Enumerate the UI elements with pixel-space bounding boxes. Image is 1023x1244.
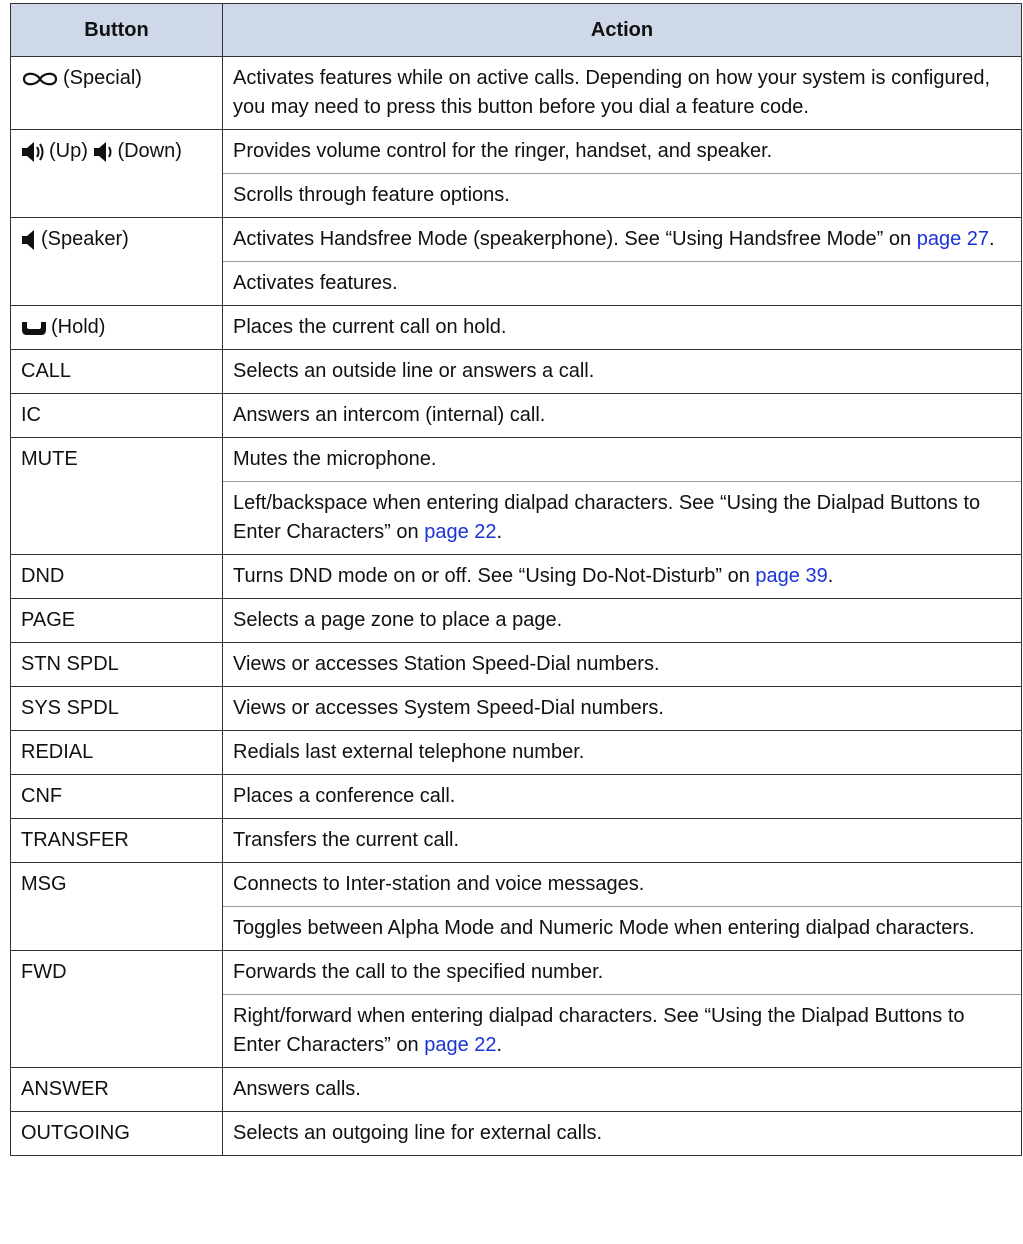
- action-cell: [223, 907, 1022, 951]
- table-row: [11, 599, 1022, 643]
- table-row: [11, 306, 1022, 350]
- action-cell: [223, 482, 1022, 555]
- action-cell: [223, 1112, 1022, 1156]
- action-cell: [223, 995, 1022, 1068]
- action-text: Scrolls through feature options.: [233, 184, 510, 206]
- button-cell: [11, 218, 223, 306]
- table-row: [11, 218, 1022, 262]
- button-column-header: Button: [11, 4, 223, 57]
- action-text: Activates features while on active calls. Depending on how your system is configured, you may need to press this button before you dial a feature code.: [233, 67, 991, 118]
- table-row: [11, 819, 1022, 863]
- button-label: (Speaker): [41, 228, 129, 250]
- action-cell: [223, 731, 1022, 775]
- action-text: Selects a page zone to place a page.: [233, 609, 563, 631]
- special-loop-icon: [21, 71, 59, 87]
- link-suffix: .: [496, 521, 503, 543]
- action-text: Connects to Inter-station and voice messages.: [233, 873, 645, 895]
- button-label: ANSWER: [21, 1078, 109, 1100]
- action-column-header: Action: [223, 4, 1022, 57]
- table-row: [11, 1112, 1022, 1156]
- button-label: MUTE: [21, 448, 78, 470]
- button-cell: [11, 350, 223, 394]
- button-label-down: (Down): [117, 140, 182, 162]
- table-row: [11, 57, 1022, 130]
- action-text: Toggles between Alpha Mode and Numeric Mode when entering dialpad characters.: [233, 917, 975, 939]
- button-label: (Special): [63, 67, 142, 89]
- button-cell: [11, 951, 223, 1068]
- action-text: Left/backspace when entering dialpad characters. See “Using the Dialpad Buttons to Enter Characters” on: [233, 492, 981, 543]
- volume-up-icon: [21, 141, 45, 163]
- button-cell: [11, 1068, 223, 1112]
- action-cell: [223, 1068, 1022, 1112]
- action-text: Activates Handsfree Mode (speakerphone). See “Using Handsfree Mode” on: [233, 228, 917, 250]
- page-link[interactable]: page 22: [424, 521, 497, 543]
- button-label: (Hold): [51, 316, 106, 338]
- button-label: REDIAL: [21, 741, 94, 763]
- link-suffix: .: [496, 1034, 503, 1056]
- page-link[interactable]: page 22: [424, 1034, 497, 1056]
- action-cell: [223, 218, 1022, 262]
- button-cell: [11, 599, 223, 643]
- button-cell: [11, 775, 223, 819]
- action-cell: [223, 130, 1022, 174]
- button-label: STN SPDL: [21, 653, 119, 675]
- speaker-icon: [21, 229, 37, 251]
- table-row: [11, 130, 1022, 174]
- action-text: Places the current call on hold.: [233, 316, 507, 338]
- button-label: IC: [21, 404, 41, 426]
- link-suffix: .: [827, 565, 834, 587]
- button-action-table: [10, 3, 1022, 1156]
- action-text: Redials last external telephone number.: [233, 741, 585, 763]
- button-label: TRANSFER: [21, 829, 129, 851]
- action-text: Forwards the call to the specified number.: [233, 961, 604, 983]
- button-cell: [11, 1112, 223, 1156]
- button-label: CALL: [21, 360, 72, 382]
- table-row: [11, 438, 1022, 482]
- button-cell: [11, 57, 223, 130]
- table-row: [11, 731, 1022, 775]
- action-cell: [223, 438, 1022, 482]
- action-cell: [223, 687, 1022, 731]
- action-cell: [223, 643, 1022, 687]
- action-cell: [223, 262, 1022, 306]
- button-cell: [11, 306, 223, 350]
- action-cell: [223, 951, 1022, 995]
- hold-icon: [21, 319, 47, 337]
- page-link[interactable]: page 39: [755, 565, 828, 587]
- button-cell: [11, 687, 223, 731]
- table-row: [11, 775, 1022, 819]
- button-label: MSG: [21, 873, 67, 895]
- action-cell: [223, 350, 1022, 394]
- button-cell: [11, 394, 223, 438]
- action-text: Views or accesses Station Speed-Dial numbers.: [233, 653, 660, 675]
- button-label: SYS SPDL: [21, 697, 119, 719]
- action-text: Turns DND mode on or off. See “Using Do-Not-Disturb” on: [233, 565, 756, 587]
- action-text: Answers calls.: [233, 1078, 361, 1100]
- action-cell: [223, 819, 1022, 863]
- table-row: [11, 350, 1022, 394]
- button-cell: [11, 819, 223, 863]
- button-cell: [11, 438, 223, 555]
- action-cell: [223, 599, 1022, 643]
- page-link[interactable]: page 27: [916, 228, 989, 250]
- button-label-up: (Up): [49, 140, 88, 162]
- table-header-row: [11, 4, 1022, 57]
- action-cell: [223, 306, 1022, 350]
- button-cell: [11, 643, 223, 687]
- link-suffix: .: [989, 228, 995, 250]
- action-text: Views or accesses System Speed-Dial numbers.: [233, 697, 664, 719]
- action-text: Mutes the microphone.: [233, 448, 437, 470]
- table-row: [11, 1068, 1022, 1112]
- action-text: Selects an outside line or answers a call.: [233, 360, 595, 382]
- action-text: Provides volume control for the ringer, handset, and speaker.: [233, 140, 773, 162]
- button-cell: [11, 731, 223, 775]
- button-cell: [11, 130, 223, 218]
- action-cell: [223, 394, 1022, 438]
- button-label: PAGE: [21, 609, 76, 631]
- button-label: CNF: [21, 785, 63, 807]
- action-cell: [223, 57, 1022, 130]
- table-row: [11, 643, 1022, 687]
- button-label: DND: [21, 565, 65, 587]
- action-text: Answers an intercom (internal) call.: [233, 404, 546, 426]
- action-cell: [223, 775, 1022, 819]
- button-label: FWD: [21, 961, 67, 983]
- action-text: Places a conference call.: [233, 785, 456, 807]
- button-cell: [11, 863, 223, 951]
- action-cell: [223, 174, 1022, 218]
- table-row: [11, 394, 1022, 438]
- action-cell: [223, 863, 1022, 907]
- table-row: [11, 687, 1022, 731]
- volume-down-icon: [93, 141, 113, 163]
- button-label: OUTGOING: [21, 1122, 130, 1144]
- table-row: [11, 863, 1022, 907]
- action-text: Selects an outgoing line for external calls.: [233, 1122, 603, 1144]
- action-text: Transfers the current call.: [233, 829, 460, 851]
- table-row: [11, 951, 1022, 995]
- action-text: Activates features.: [233, 272, 398, 294]
- table-row: [11, 555, 1022, 599]
- button-cell: [11, 555, 223, 599]
- action-text: Right/forward when entering dialpad characters. See “Using the Dialpad Buttons to Enter Characters” on: [233, 1005, 965, 1056]
- action-cell: [223, 555, 1022, 599]
